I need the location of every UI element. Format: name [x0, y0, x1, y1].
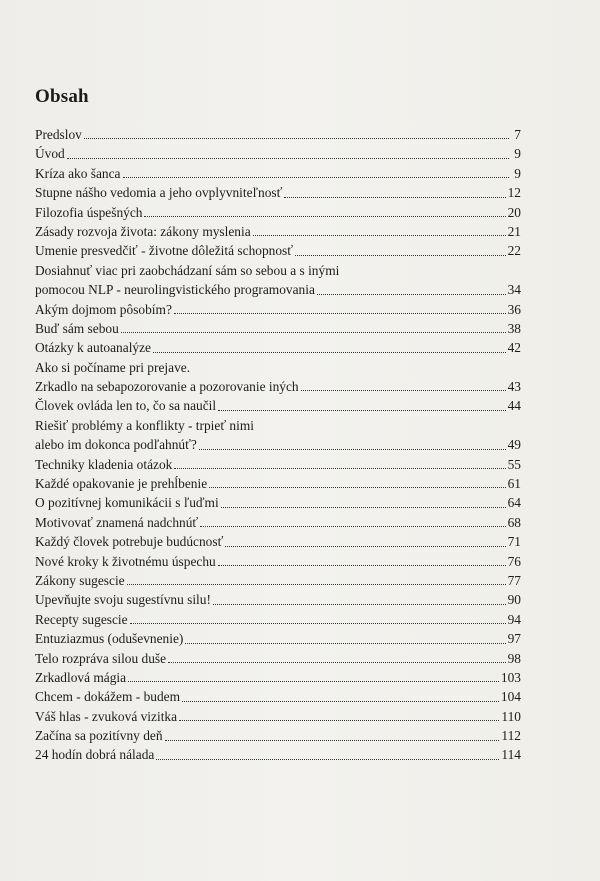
toc-entry-page-number: 77	[507, 572, 521, 588]
toc-entry	[35, 571, 521, 590]
toc-entry	[35, 203, 521, 222]
dot-leader	[156, 759, 499, 760]
dot-leader	[127, 584, 506, 585]
toc-entry	[35, 416, 521, 435]
toc-entry-page-number: 71	[507, 534, 521, 550]
dot-leader	[218, 410, 506, 411]
toc-heading: Obsah	[35, 86, 89, 107]
toc-entry-title: Zrkadlová mágia	[35, 669, 127, 685]
toc-entry-title: Techniky kladenia otázok	[35, 456, 173, 472]
toc-entry	[35, 222, 521, 241]
toc-entry-title: Úvod	[35, 146, 65, 162]
toc-entry	[35, 377, 521, 396]
dot-leader	[185, 643, 505, 644]
dot-leader	[130, 623, 506, 624]
toc-entry	[35, 513, 521, 532]
toc-entry	[35, 455, 521, 474]
toc-entry-page-number: 43	[507, 379, 521, 395]
toc-entry	[35, 552, 521, 571]
toc-entry-page-number: 49	[507, 437, 521, 453]
dot-leader	[301, 390, 506, 391]
dot-leader	[182, 701, 499, 702]
toc-entry-page-number: 34	[507, 282, 521, 298]
dot-leader	[174, 313, 506, 314]
toc-entry-title: Recepty sugescie	[35, 611, 128, 627]
dot-leader	[295, 255, 506, 256]
toc-entry	[35, 649, 521, 668]
toc-entry	[35, 493, 521, 512]
toc-entry-title: Stupne nášho vedomia a jeho ovplyvniteľnosť	[35, 185, 283, 201]
toc-entry	[35, 280, 521, 299]
toc-entry-title: Nové kroky k životnému úspechu	[35, 553, 216, 569]
toc-entry-page-number: 55	[507, 456, 521, 472]
toc-entry	[35, 183, 521, 202]
toc-entry-page-number: 64	[507, 495, 521, 511]
toc-entry-title: Telo rozpráva silou duše	[35, 650, 167, 666]
dot-leader	[253, 235, 506, 236]
toc-entry-title: Entuziazmus (oduševnenie)	[35, 631, 184, 647]
dot-leader	[144, 216, 505, 217]
toc-entry	[35, 144, 521, 163]
toc-entry-title: Otázky k autoanalýze	[35, 340, 151, 356]
toc-entry-title: pomocou NLP - neurolingvistického programovania	[35, 282, 315, 298]
dot-leader	[121, 332, 506, 333]
toc-entry	[35, 610, 521, 629]
toc-entry-page-number: 112	[501, 728, 521, 744]
toc-entry-title: Chcem - dokážem - budem	[35, 689, 181, 705]
toc-entry-title: O pozitívnej komunikácii s ľuďmi	[35, 495, 219, 511]
dot-leader	[123, 177, 509, 178]
dot-leader	[284, 197, 505, 198]
toc-entry-page-number: 22	[507, 243, 521, 259]
toc-entry-page-number: 61	[507, 476, 521, 492]
toc-entry	[35, 474, 521, 493]
toc-entry-page-number: 20	[507, 204, 521, 220]
toc-entry-title: Umenie presvedčiť - životne dôležitá schopnosť	[35, 243, 293, 259]
toc-entry	[35, 300, 521, 319]
toc-entry-title: Zákony sugescie	[35, 572, 125, 588]
toc-entry-title: alebo im dokonca podľahnúť?	[35, 437, 197, 453]
toc-entry-page-number: 76	[507, 553, 521, 569]
dot-leader	[225, 546, 505, 547]
toc-entry	[35, 435, 521, 454]
toc-entry	[35, 687, 521, 706]
dot-leader	[199, 449, 506, 450]
toc-entry	[35, 746, 521, 765]
toc-entry	[35, 726, 521, 745]
toc-entry	[35, 338, 521, 357]
toc-entry-title: Kríza ako šanca	[35, 165, 121, 181]
toc-entry	[35, 319, 521, 338]
dot-leader	[209, 487, 505, 488]
toc-entry-page-number: 90	[507, 592, 521, 608]
toc-entry-title: Človek ovláda len to, čo sa naučil	[35, 398, 217, 414]
toc-entry	[35, 629, 521, 648]
toc-entry	[35, 261, 521, 280]
toc-entry-title: Upevňujte svoju sugestívnu silu!	[35, 592, 211, 608]
dot-leader	[153, 352, 506, 353]
toc-entry	[35, 590, 521, 609]
toc-entry-title: Riešiť problémy a konflikty - trpieť nimi	[35, 417, 254, 433]
toc-entry-title: Váš hlas - zvuková vizitka	[35, 708, 178, 724]
toc-entry-title: Akým dojmom pôsobím?	[35, 301, 172, 317]
dot-leader	[128, 681, 499, 682]
toc-entry-title: Začína sa pozitívny deň	[35, 728, 163, 744]
dot-leader	[165, 740, 500, 741]
toc-entry-page-number: 9	[514, 165, 521, 181]
toc-entry-title: Filozofia úspešných	[35, 204, 143, 220]
toc-entry-page-number: 38	[507, 320, 521, 336]
dot-leader	[179, 720, 499, 721]
toc-entry-page-number: 42	[507, 340, 521, 356]
toc-entry	[35, 396, 521, 415]
toc-entry-title: Buď sám sebou	[35, 320, 119, 336]
toc-entry-page-number: 103	[500, 669, 521, 685]
dot-leader	[168, 662, 506, 663]
toc-entry	[35, 358, 521, 377]
toc-entry-page-number: 21	[507, 223, 521, 239]
table-of-contents	[35, 125, 521, 765]
dot-leader	[221, 507, 506, 508]
toc-entry-page-number: 9	[514, 146, 521, 162]
dot-leader	[84, 138, 509, 139]
toc-entry-title: Každý človek potrebuje budúcnosť	[35, 534, 224, 550]
toc-entry-title: Motivovať znamená nadchnúť	[35, 514, 199, 530]
toc-entry-page-number: 94	[507, 611, 521, 627]
toc-entry-title: Zásady rozvoja života: zákony myslenia	[35, 223, 251, 239]
toc-entry	[35, 125, 521, 144]
toc-entry-page-number: 68	[507, 514, 521, 530]
toc-entry-page-number: 44	[507, 398, 521, 414]
toc-entry	[35, 532, 521, 551]
toc-entry-title: Ako si počíname pri prejave.	[35, 359, 191, 375]
toc-entry-title: 24 hodín dobrá nálada	[35, 747, 155, 763]
toc-entry-page-number: 36	[507, 301, 521, 317]
toc-entry-page-number: 97	[507, 631, 521, 647]
toc-entry-page-number: 114	[501, 747, 521, 763]
toc-entry-title: Dosiahnuť viac pri zaobchádzaní sám so sebou a s inými	[35, 262, 340, 278]
dot-leader	[317, 294, 506, 295]
toc-entry	[35, 707, 521, 726]
toc-entry	[35, 668, 521, 687]
toc-entry-page-number: 7	[514, 126, 521, 142]
toc-entry	[35, 164, 521, 183]
toc-entry-title: Zrkadlo na sebapozorovanie a pozorovanie iných	[35, 379, 299, 395]
dot-leader	[67, 158, 509, 159]
toc-entry-page-number: 104	[500, 689, 521, 705]
toc-entry-page-number: 12	[507, 185, 521, 201]
dot-leader	[213, 604, 506, 605]
toc-entry-title: Predslov	[35, 126, 82, 142]
toc-entry	[35, 241, 521, 260]
dot-leader	[174, 468, 505, 469]
toc-entry-page-number: 98	[507, 650, 521, 666]
toc-entry-page-number: 110	[501, 708, 521, 724]
toc-entry-title: Každé opakovanie je prehĺbenie	[35, 476, 208, 492]
dot-leader	[200, 526, 505, 527]
dot-leader	[218, 565, 506, 566]
